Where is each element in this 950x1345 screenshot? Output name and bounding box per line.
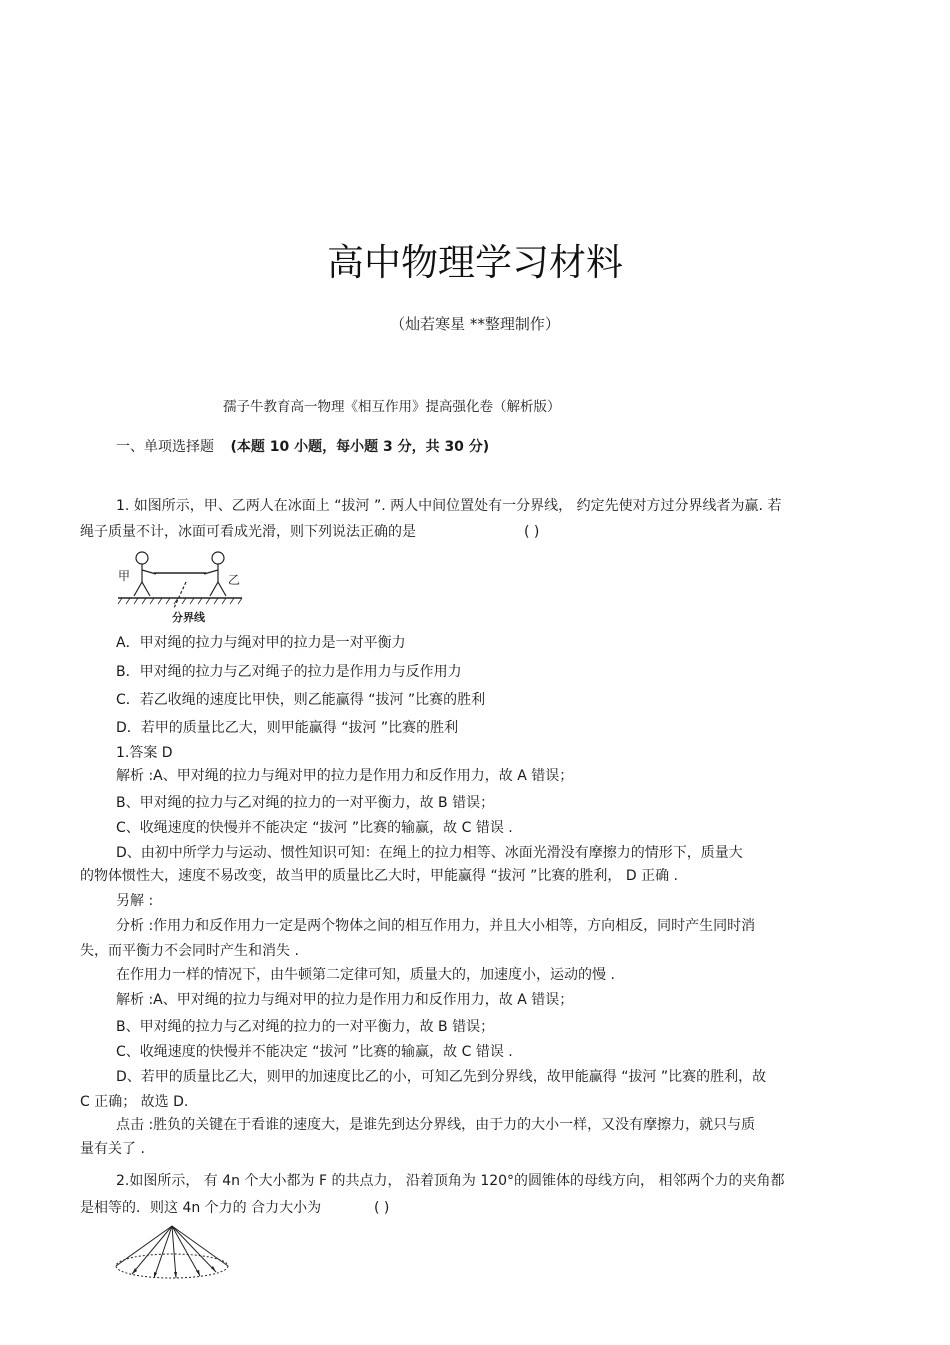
section-detail: (本题 10 小题，每小题 3 分，共 30 分) (230, 439, 490, 455)
q1-answer-paren: ( ) (524, 524, 540, 540)
section-heading (116, 439, 489, 456)
q1-analysis-line: 的物体惯性大，速度不易改变，故当甲的质量比乙大时，甲能赢得 “拔河 ”比赛的胜利， D 正确 . (80, 868, 678, 884)
q1-analysis-line: 量有关了 . (80, 1141, 145, 1157)
cone-figure (110, 1222, 234, 1284)
q1-option-c: C．若乙收绳的速度比甲快，则乙能赢得 “拔河 ”比赛的胜利 (116, 692, 486, 708)
q1-analysis-line: 在作用力一样的情况下，由牛顿第二定律可知，质量大的，加速度小，运动的慢 . (116, 967, 615, 983)
tug-of-war-figure (114, 548, 246, 628)
q1-analysis-line: C、收绳速度的快慢并不能决定 “拔河 ”比赛的输赢，故 C 错误 . (116, 820, 513, 836)
q1-analysis-line: B、甲对绳的拉力与乙对绳的拉力的一对平衡力，故 B 错误； (116, 1019, 495, 1035)
page-title: 高中物理学习材料 (327, 241, 623, 284)
q2-answer-paren: ( ) (374, 1200, 390, 1216)
q1-analysis-line: 点击 :胜负的关键在于看谁的速度大，是谁先到达分界线，由于力的大小一样，又没有摩擦力，就只与质 (116, 1117, 756, 1133)
q1-analysis-line: C 正确； 故选 D. (80, 1094, 189, 1110)
paper-title: 孺子牛教育高一物理《相互作用》提高强化卷（解析版） (223, 399, 561, 415)
q1-option-a: A．甲对绳的拉力与绳对甲的拉力是一对平衡力 (116, 635, 406, 651)
q1-analysis-line: 解析 :A、甲对绳的拉力与绳对甲的拉力是作用力和反作用力，故 A 错误； (116, 768, 574, 784)
fig-label-boundary: 分界线 (172, 611, 205, 624)
q1-analysis-line: 另解 : (116, 893, 154, 909)
q1-stem-line2: 绳子质量不计，冰面可看成光滑，则下列说法正确的是 (80, 524, 416, 540)
q2-stem-line1: 2.如图所示， 有 4n 个大小都为 F 的共点力， 沿着顶角为 120°的圆锥体的母线方向， 相邻两个力的夹角都 (116, 1173, 785, 1189)
q1-analysis-line: 解析 :A、甲对绳的拉力与绳对甲的拉力是作用力和反作用力，故 A 错误； (116, 992, 574, 1008)
q1-analysis-line: D、若甲的质量比乙大，则甲的加速度比乙的小，可知乙先到分界线，故甲能赢得 “拔河 ”比赛的胜利，故 (116, 1069, 767, 1085)
section-prefix: 一、单项选择题 (116, 439, 214, 455)
q1-stem-line1: 1. 如图所示，甲、乙两人在冰面上 “拔河 ”. 两人中间位置处有一分界线， 约定先使对方过分界线者为赢. 若 (116, 498, 782, 514)
q1-answer: 1.答案 D (116, 745, 173, 761)
fig-label-left: 甲 (118, 569, 131, 583)
q1-analysis-line: C、收绳速度的快慢并不能决定 “拔河 ”比赛的输赢，故 C 错误 . (116, 1044, 513, 1060)
q1-option-d: D．若甲的质量比乙大，则甲能赢得 “拔河 ”比赛的胜利 (116, 720, 459, 736)
q1-analysis-line: B、甲对绳的拉力与乙对绳的拉力的一对平衡力，故 B 错误； (116, 795, 495, 811)
q1-analysis-line: 失，而平衡力不会同时产生和消失 . (80, 943, 299, 959)
q1-option-b: B．甲对绳的拉力与乙对绳子的拉力是作用力与反作用力 (116, 664, 462, 680)
page-subtitle: （灿若寒星 **整理制作） (390, 315, 560, 333)
q2-stem-line2: 是相等的．则这 4n 个力的 合力大小为 (80, 1200, 322, 1216)
fig-label-right: 乙 (228, 573, 241, 587)
q1-analysis-line: 分析 :作用力和反作用力一定是两个物体之间的相互作用力，并且大小相等，方向相反，同时产生同时消 (116, 918, 756, 934)
q1-analysis-line: D、由初中所学力与运动、惯性知识可知：在绳上的拉力相等、冰面光滑没有摩擦力的情形下，质量大 (116, 845, 743, 861)
